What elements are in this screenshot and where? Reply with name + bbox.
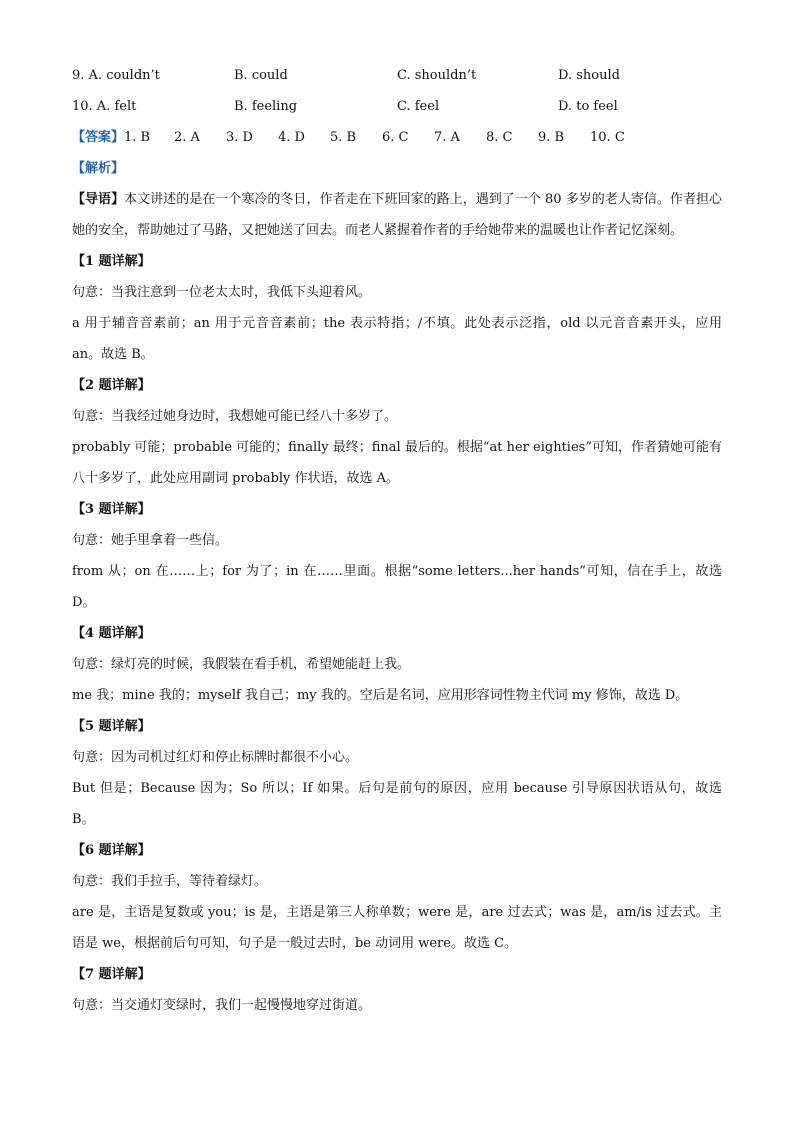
answer-item: 5. B xyxy=(330,130,357,145)
option-c: C. feel xyxy=(397,99,440,114)
detail-heading: 【6 题详解】 xyxy=(72,843,151,858)
detail-heading: 【1 题详解】 xyxy=(72,254,151,269)
detail-heading: 【3 题详解】 xyxy=(72,502,151,517)
detail-meaning: 句意：绿灯亮的时候，我假装在看手机，希望她能赶上我。 xyxy=(72,657,411,672)
detail-5 xyxy=(72,711,722,835)
detail-explain: are 是，主语是复数或 you；is 是，主语是第三人称单数；were 是，are 过去式；was 是，am/is 过去式。主语是 we，根据前后句可知，句子是一般过去时，be 动词用 were。故选 C。 xyxy=(72,905,722,951)
document-page xyxy=(72,60,722,1021)
analysis-tag: 【解析】 xyxy=(72,161,125,176)
option-a: 10. A. felt xyxy=(72,99,137,114)
detail-heading: 【4 题详解】 xyxy=(72,626,151,641)
option-b: B. could xyxy=(234,68,288,83)
option-b: B. feeling xyxy=(234,99,298,114)
guide-tag: 【导语】 xyxy=(72,192,125,207)
detail-meaning: 句意：当我经过她身边时，我想她可能已经八十多岁了。 xyxy=(72,409,398,424)
detail-meaning: 句意：因为司机过红灯和停止标牌时都很不小心。 xyxy=(72,750,359,765)
option-a: 9. A. couldn’t xyxy=(72,68,160,83)
answer-tag: 【答案】 xyxy=(72,130,125,145)
answer-item: 8. C xyxy=(486,130,513,145)
guide-text: 本文讲述的是在一个寒冷的冬日，作者走在下班回家的路上，遇到了一个 80 多岁的老人寄信。作者担心她的安全，帮助她过了马路，又把她送了回去。而老人紧握着作者的手给她带来的温暖也让作者记忆深刻。 xyxy=(72,192,722,238)
option-c: C. shouldn’t xyxy=(397,68,477,83)
guide-paragraph xyxy=(72,184,722,246)
detail-explain: a 用于辅音音素前；an 用于元音音素前；the 表示特指；/不填。此处表示泛指，old 以元音音素开头，应用 an。故选 B。 xyxy=(72,316,722,362)
detail-4 xyxy=(72,618,722,711)
detail-3 xyxy=(72,494,722,618)
detail-7 xyxy=(72,959,722,1021)
answer-item: 2. A xyxy=(174,130,200,145)
detail-6 xyxy=(72,835,722,959)
detail-meaning: 句意：当我注意到一位老太太时，我低下头迎着风。 xyxy=(72,285,372,300)
detail-meaning: 句意：她手里拿着一些信。 xyxy=(72,533,229,548)
detail-explain: from 从；on 在……上；for 为了；in 在……里面。根据“some letters...her hands”可知，信在手上，故选 D。 xyxy=(72,564,722,610)
detail-meaning: 句意：当交通灯变绿时，我们一起慢慢地穿过街道。 xyxy=(72,998,372,1013)
detail-heading: 【7 题详解】 xyxy=(72,967,151,982)
detail-heading: 【5 题详解】 xyxy=(72,719,151,734)
answer-item: 4. D xyxy=(278,130,305,145)
answer-item: 7. A xyxy=(434,130,460,145)
detail-meaning: 句意：我们手拉手，等待着绿灯。 xyxy=(72,874,268,889)
detail-heading: 【2 题详解】 xyxy=(72,378,151,393)
detail-1 xyxy=(72,246,722,370)
answer-item: 6. C xyxy=(382,130,409,145)
option-d: D. should xyxy=(558,68,620,83)
answer-item: 3. D xyxy=(226,130,253,145)
answer-line xyxy=(72,122,722,153)
answer-item: 9. B xyxy=(538,130,565,145)
question-10-options xyxy=(72,91,722,122)
detail-2 xyxy=(72,370,722,494)
answer-item: 10. C xyxy=(590,130,625,145)
question-9-options xyxy=(72,60,722,91)
detail-explain: But 但是；Because 因为；So 所以；If 如果。后句是前句的原因，应用 because 引导原因状语从句，故选 B。 xyxy=(72,781,722,827)
answer-item: 1. B xyxy=(124,130,151,145)
option-d: D. to feel xyxy=(558,99,618,114)
detail-explain: me 我；mine 我的；myself 我自己；my 我的。空后是名词，应用形容词性物主代词 my 修饰，故选 D。 xyxy=(72,688,689,703)
detail-explain: probably 可能；probable 可能的；finally 最终；final 最后的。根据“at her eighties”可知，作者猜她可能有八十多岁了，此处应用副词 probably 作状语，故选 A。 xyxy=(72,440,722,486)
